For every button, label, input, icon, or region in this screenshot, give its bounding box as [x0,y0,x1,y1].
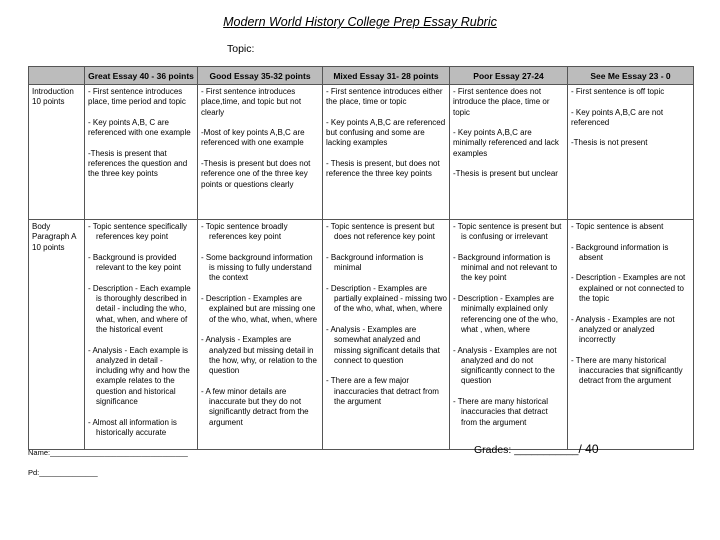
intro-row [29,85,694,220]
body-see-me-cell [568,220,694,450]
body-label: Body [32,222,51,231]
body-good-2: - Some background information is missing to fully understand the context [201,252,313,283]
intro-poor-1: - First sentence does not introduce the place, time or topic [453,87,550,117]
body-see-me-5: - There are many historical inaccuracies that significantly detract from the argument [571,355,683,386]
intro-points: 10 points [32,97,65,107]
body-great-cell [85,220,198,450]
period-field-label: Pd:______________ [28,468,98,477]
body-mixed-5: - There are a few major inaccuracies that detract from the argument [326,376,439,407]
grades-field [474,442,599,456]
intro-great-cell [85,85,198,220]
grades-label: Grades: ___________ [474,444,579,456]
body-mixed-3: - Description - Examples are partially explained - missing two of the who, what, when, where [326,283,447,314]
header-poor: Poor Essay 27-24 [450,67,568,85]
body-see-me-2: - Background information is absent [571,242,669,262]
header-see-me: See Me Essay 23 - 0 [568,67,694,85]
header-corner [29,67,85,85]
body-mixed-4: - Analysis - Examples are somewhat analyzed and missing significant details that connect to question [326,324,440,365]
intro-see-me-cell [568,85,694,220]
body-good-1: - Topic sentence broadly references key point [201,222,288,242]
body-poor-5: - There are many historical inaccuracies that detract from the argument [453,397,548,427]
body-points: 10 points [32,242,65,252]
intro-great-3: -Thesis is present that references the question and the three key points [88,148,188,179]
body-good-3: - Description - Examples are explained but are missing one of the who, what, when, where [201,294,318,324]
intro-good-cell [198,85,323,220]
body-poor-2: - Background information is minimal and not relevant to the key point [453,252,558,283]
intro-poor-2: - Key points A,B,C are minimally referenced and lack examples [453,128,559,158]
body-poor-4: - Analysis - Examples are not analyzed and do not significantly connect to the question [453,345,557,386]
body-mixed-cell [323,220,450,450]
name-field-label: Name:_________________________________ [28,448,188,457]
body-mixed-2: - Background information is minimal [326,252,424,273]
body-see-me-1: - Topic sentence is absent [571,222,664,231]
body-great-2: - Background is provided relevant to the key point [88,252,181,273]
intro-see-me-1: - First sentence is off topic [571,87,665,96]
intro-label: Introduction [32,87,74,96]
rubric-title: Modern World History College Prep Essay Rubric [223,15,497,29]
topic-label: Topic: [227,43,255,55]
body-label-cell [29,220,85,450]
body-great-4: - Analysis - Each example is analyzed in detail - including why and how the example relates to the question and historical significance [88,345,190,407]
intro-great-2: - Key points A,B, C are referenced with one example [88,117,191,138]
body-good-5: - A few minor details are inaccurate but they do not significantly detract from the argument [201,386,309,427]
body-good-4: - Analysis - Examples are analyzed but missing detail in the how, why, or relation to the question [201,335,317,376]
header-great: Great Essay 40 - 36 points [85,67,198,85]
rubric-table [28,66,694,450]
body-poor-1: - Topic sentence is present but is confusing or irrelevant [453,222,562,242]
body-row [29,220,694,450]
intro-mixed-3: - Thesis is present, but does not reference the three key points [326,159,440,179]
header-row [29,67,694,85]
intro-poor-cell [450,85,568,220]
body-see-me-3: - Description - Examples are not explained or not connected to the topic [571,273,686,304]
body-poor-3: - Description - Examples are minimally explained only referencing one of the who, what , when, where [453,294,558,334]
body-great-3: - Description - Each example is thoroughly described in detail - including the who, what, when, and where of the historical event [88,283,191,334]
intro-mixed-cell [323,85,450,220]
body-poor-cell [450,220,568,450]
intro-poor-3: -Thesis is present but unclear [453,169,558,179]
intro-label-cell [29,85,85,220]
intro-good-3: -Thesis is present but does not reference one of the three key points or questions clearly [201,159,311,189]
intro-good-2: -Most of key points A,B,C are referenced with one example [201,128,305,148]
intro-mixed-1: - First sentence introduces either the place, time or topic [326,87,443,107]
grades-max: / 40 [578,442,599,456]
body-great-5: - Almost all information is historically accurate [88,417,177,437]
header-mixed: Mixed Essay 31- 28 points [323,67,450,85]
intro-good-1: - First sentence introduces place,time, and topic but not clearly [201,87,302,117]
body-sublabel: Paragraph A [32,232,77,242]
body-great-1: - Topic sentence specifically references key point [88,222,188,242]
body-mixed-1: - Topic sentence is present but does not reference key point [326,222,435,242]
intro-see-me-3: -Thesis is not present [571,138,648,148]
intro-great-1: - First sentence introduces place, time period and topic [88,87,186,107]
body-see-me-4: - Analysis - Examples are not analyzed or analyzed incorrectly [571,314,675,345]
header-good: Good Essay 35-32 points [198,67,323,85]
body-good-cell [198,220,323,450]
intro-mixed-2: - Key points A,B,C are referenced but confusing and some are lacking examples [326,117,446,148]
intro-see-me-2: - Key points A,B,C are not referenced [571,107,664,127]
